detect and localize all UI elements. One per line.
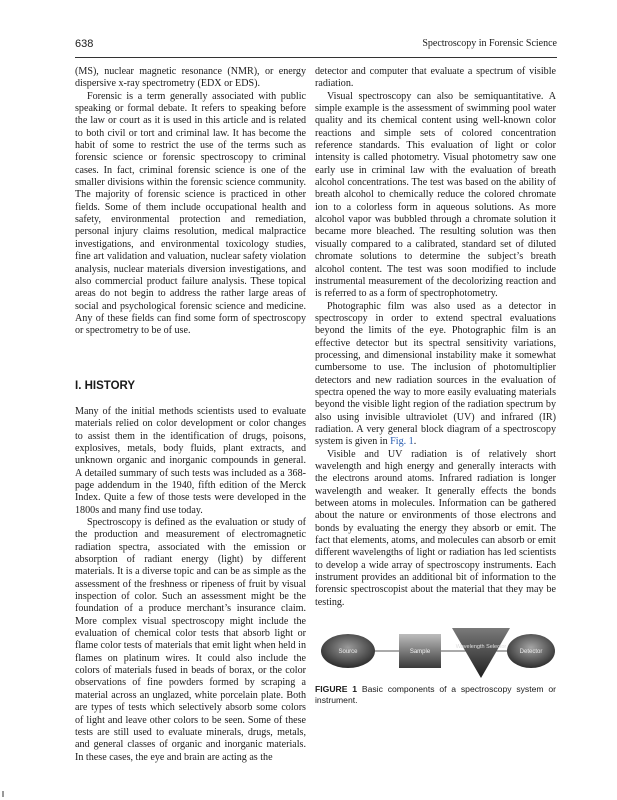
paragraph: detector and computer that evaluate a spectrum of visible radiation. — [315, 66, 556, 90]
paragraph — [315, 301, 556, 449]
paragraph: Visible and UV radiation is of relatively short wavelength and high energy and generally interacts with the electrons around atoms. Infrared radiation is longer wavelength and weaker. It generally effects the bonds between atoms in molecules. Information can be gathered about the nature or environments of those electrons and bonds by evaluating the energy they absorb or emit. The fact that elements, atoms, and molecules can absorb or emit different wavelengths of light or radiation has led scientists to develop a wide array of spectroscopy instruments. Each instrument provides an additional bit of information to the forensic spectroscopist about the material that they may be testing. — [315, 448, 556, 608]
page-corner-mark — [2, 791, 4, 797]
left-column — [75, 66, 306, 764]
sample-label: Sample — [409, 649, 431, 655]
paragraph: Forensic is a term generally associated with public speaking or formal debate. It refers to speaking before the law or court as it is used in this article and is related to both civil or tort and criminal law. It has become the habit of some to restrict the use of the terms such as forensic science or forensic spectroscopy to criminal cases. In fact, criminal forensic science is one of the smaller divisions within the forensic science community. The majority of forensic science is practiced in other fields. Some of them include occupational health and safety, environmental protection and remediation, personal injury claims resolution, medical malpractice investigations, and environmental toxicology studies, fine art validation and valuation, nuclear safety violation analysis, nuclear materials diversion investigations, and also commercial product failure analysis. These topical areas do not begin to address the rather large areas of social and psychological forensic science and medicine. Any of these fields can find some form of spectroscopy or spectrometry to be of use. — [75, 90, 306, 337]
caption-label: FIGURE 1 — [315, 684, 358, 694]
page-header — [75, 38, 557, 54]
paragraph-end: . — [413, 436, 417, 448]
right-column — [315, 66, 556, 609]
figure-link[interactable]: Fig. 1 — [390, 436, 414, 448]
wavelength-selector-label: Wavelength Selector — [455, 644, 507, 650]
paragraph-text: Photographic film was also used as a detector in spectroscopy in order to extend spectral evaluations beyond the limits of the eye. Photographic film is an effective detector but its spectral sensitivity variations, processing, and dimensional instability make it somewhat cumbersome to use. The inclusion of photomultiplier detectors and new radiation sources in the evaluation of spectra opened the way to more easily evaluating materials beyond the visible light region of the radiation spectrum by also using invisible ultraviolet (UV) and infrared (IR) radiation. A very general block diagram of a spectroscopy system is given in — [315, 300, 556, 448]
paragraph: Spectroscopy is defined as the evaluation or study of the production and measurement of electromagnetic radiation spectra, associated with the emission or absorption of radiant energy (light) by different materials. It is a diverse topic and can be as simple as the assessment of the freshness or ripeness of fruit by visual inspection of color. Such an assessment might be the foundation of a produce merchant’s insurance claim. More complex visual spectroscopy might include the evaluation of chemical color tests that absorb light or flame color tests of materials that emit light when held in flames on platinum wires. It could also include the colors of materials fused in beads of borax, or the color observations of fine powders formed by scraping a material across an unglazed, white porcelain plate. Both are types of tests which selectively absorb some colors of light and leave other colors to be seen. Some of these tests are still used to evaluate minerals, drugs, metals, and general classes of organic and inorganic materials. In these cases, the eye and brain are acting as the — [75, 517, 306, 763]
paragraph: Visual spectroscopy can also be semiquantitative. A simple example is the assessment of swimming pool water quality and its chemical content using well-known color reactions and simple sets of colored concentration reference standards. This evaluation of light or color intensity is called photometry. Visual photometry saw one early use in criminal law with the evaluation of breath alcohol concentrations. The test was based on the ability of breath alcohol to chemically reduce the colored chromate ion to a colorless form in aqueous solutions. As more alcohol vapor was bubbled through a chromate solution it became more bleached. The resulting solution was then visually compared to a calibrated, standard set of diluted chromate solutions to determine the subject’s breath alcohol content. The test was soon modified to include instrumental measurement of the decolorizing reaction and is referred to as a form of spectrophotometry. — [315, 90, 556, 300]
detector-label: Detector — [519, 649, 543, 655]
spectroscopy-diagram — [315, 620, 556, 682]
header-rule — [75, 57, 557, 58]
wavelength-selector-shape — [452, 628, 510, 678]
figure-caption — [315, 684, 556, 706]
paragraph: Many of the initial methods scientists used to evaluate materials relied on color development or color changes to assist them in the identification of drugs, poisons, explosives, metals, body fluids, plant extracts, and unknown organic and inorganic compounds in general. A detailed summary of such tests was included as a 368-page addendum in the 1940, fifth edition of the Merck Index. Quite a few of those tests were developed in the 1800s and many find use today. — [75, 405, 306, 516]
caption-text: Basic components of a spectroscopy system or instrument. — [315, 684, 556, 705]
source-label: Source — [338, 649, 358, 655]
paragraph: (MS), nuclear magnetic resonance (NMR), or energy dispersive x-ray spectrometry (EDX or EDS). — [75, 66, 306, 90]
running-head: Spectroscopy in Forensic Science — [422, 38, 557, 49]
section-heading: I. HISTORY — [75, 379, 136, 392]
page-number: 638 — [75, 38, 94, 50]
